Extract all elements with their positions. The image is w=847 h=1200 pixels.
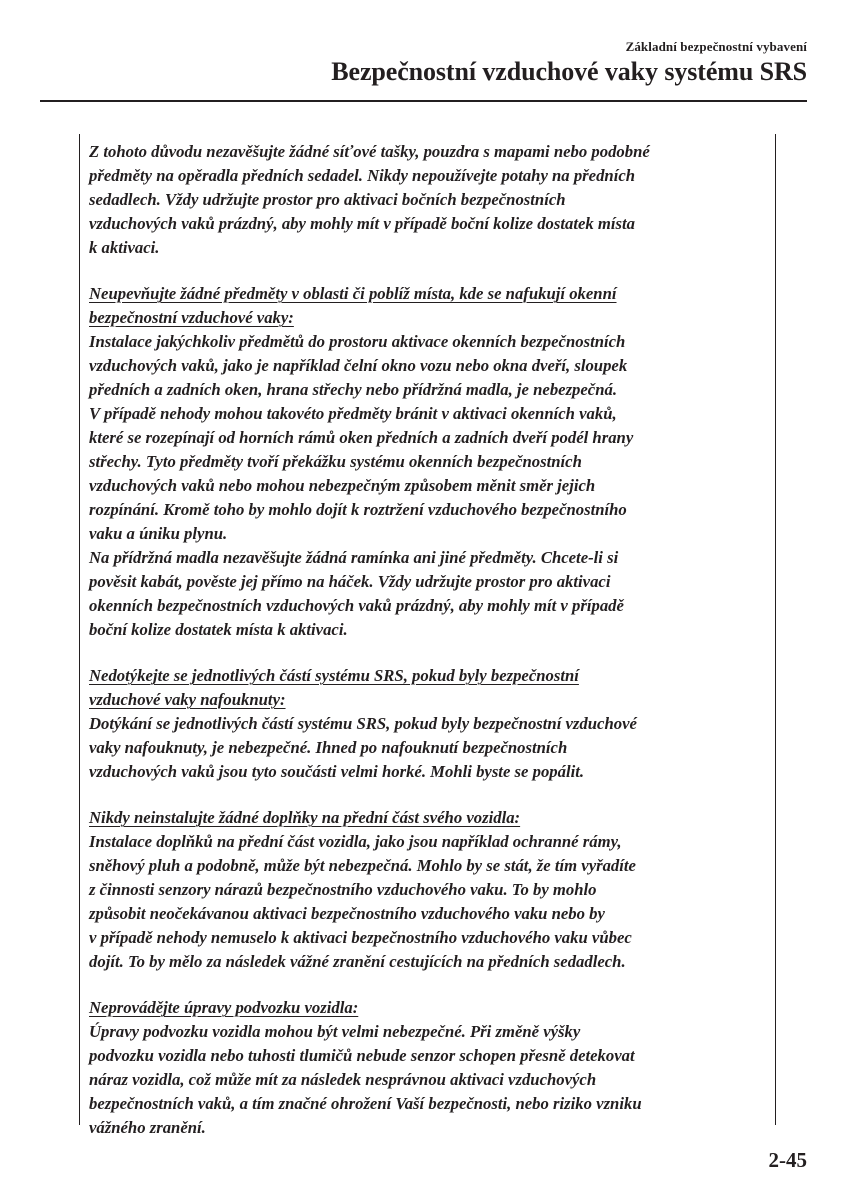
text-line: Instalace jakýchkoliv předmětů do prostoru aktivace okenních bezpečnostních	[89, 332, 626, 351]
text-line: okenních bezpečnostních vzduchových vaků prázdný, aby mohly mít v případě	[89, 596, 624, 615]
text-line: boční kolize dostatek místa k aktivaci.	[89, 620, 348, 639]
page-number: 2-45	[768, 1148, 807, 1172]
text-line: k aktivaci.	[89, 238, 160, 257]
text-line: vzduchových vaků prázdný, aby mohly mít v případě boční kolize dostatek místa	[89, 214, 636, 233]
text-line: způsobit neočekávanou aktivaci bezpečnostního vzduchového vaku nebo by	[89, 904, 605, 923]
section-heading-line	[89, 306, 771, 330]
text-line: předměty na opěradla předních sedadel. Nikdy nepoužívejte potahy na předních	[89, 166, 636, 185]
text-line: které se rozepínají od horních rámů oken předních a zadních dveří podél hrany	[89, 428, 634, 447]
text-line: vaku a úniku plynu.	[89, 524, 228, 543]
section-heading-line	[89, 806, 771, 830]
text-line: vaky nafouknuty, je nebezpečné. Ihned po nafouknutí bezpečnostních	[89, 738, 568, 757]
text-line: Na přídržná madla nezavěšujte žádná ramínka ani jiné předměty. Chcete-li si	[89, 548, 619, 567]
heading-text: bezpečnostní vzduchové vaky:	[89, 308, 294, 327]
text-line: dojít. To by mělo za následek vážné zranění cestujících na předních sedadlech.	[89, 952, 626, 971]
text-line: Z tohoto důvodu nezavěšujte žádné síťové tašky, pouzdra s mapami nebo podobné	[89, 142, 650, 161]
text-line: V případě nehody mohou takovéto předměty bránit v aktivaci okenních vaků,	[89, 404, 617, 423]
heading-text: Nedotýkejte se jednotlivých částí systému SRS, pokud byly bezpečnostní	[89, 666, 579, 685]
text-line: sedadlech. Vždy udržujte prostor pro aktivaci bočních bezpečnostních	[89, 190, 566, 209]
text-line: bezpečnostních vaků, a tím značné ohrožení Vaší bezpečnosti, nebo riziko vzniku	[89, 1094, 642, 1113]
heading-text: Neupevňujte žádné předměty v oblasti či poblíž místa, kde se nafukují okenní	[89, 284, 617, 303]
page-title: Bezpečnostní vzduchové vaky systému SRS	[331, 57, 807, 86]
section-label: Základní bezpečnostní vybavení	[625, 39, 807, 54]
text-line: z činnosti senzory nárazů bezpečnostního vzduchového vaku. To by mohlo	[89, 880, 597, 899]
section-window-airbags	[89, 282, 771, 642]
section-suspension	[89, 996, 771, 1140]
text-line: náraz vozidla, což může mít za následek nesprávnou aktivaci vzduchových	[89, 1070, 597, 1089]
section-heading-line	[89, 664, 771, 688]
text-line: Instalace doplňků na přední část vozidla, jako jsou například ochranné rámy,	[89, 832, 622, 851]
section-heading-line	[89, 996, 771, 1020]
text-line: podvozku vozidla nebo tuhosti tlumičů nebude senzor schopen přesně detekovat	[89, 1046, 635, 1065]
heading-text: Neprovádějte úpravy podvozku vozidla:	[89, 998, 359, 1017]
section-heading-line	[89, 688, 771, 712]
section-front-accessories	[89, 806, 771, 974]
text-line: vzduchových vaků nebo mohou nebezpečným způsobem měnit směr jejich	[89, 476, 596, 495]
section-srs-parts	[89, 664, 771, 784]
intro-paragraph	[89, 140, 771, 260]
heading-text: Nikdy neinstalujte žádné doplňky na přední část svého vozidla:	[89, 808, 521, 827]
text-line: sněhový pluh a podobně, může být nebezpečná. Mohlo by se stát, že tím vyřadíte	[89, 856, 636, 875]
text-line: vzduchových vaků, jako je například čelní okno vozu nebo okna dveří, sloupek	[89, 356, 628, 375]
header-rule	[40, 100, 807, 102]
text-line: rozpínání. Kromě toho by mohlo dojít k roztržení vzduchového bezpečnostního	[89, 500, 627, 519]
text-line: vzduchových vaků jsou tyto součásti velmi horké. Mohli byste se popálit.	[89, 762, 585, 781]
text-line: předních a zadních oken, hrana střechy nebo přídržná madla, je nebezpečná.	[89, 380, 618, 399]
section-heading-line	[89, 282, 771, 306]
text-line: střechy. Tyto předměty tvoří překážku systému okenních bezpečnostních	[89, 452, 582, 471]
text-line: Dotýkání se jednotlivých částí systému SRS, pokud byly bezpečnostní vzduchové	[89, 714, 637, 733]
body-text	[89, 140, 771, 1162]
text-line: v případě nehody nemuselo k aktivaci bezpečnostního vzduchového vaku vůbec	[89, 928, 632, 947]
text-line: pověsit kabát, pověste jej přímo na háček. Vždy udržujte prostor pro aktivaci	[89, 572, 611, 591]
text-line: vážného zranění.	[89, 1118, 206, 1137]
text-line: Úpravy podvozku vozidla mohou být velmi nebezpečné. Při změně výšky	[89, 1022, 581, 1041]
heading-text: vzduchové vaky nafouknuty:	[89, 690, 286, 709]
